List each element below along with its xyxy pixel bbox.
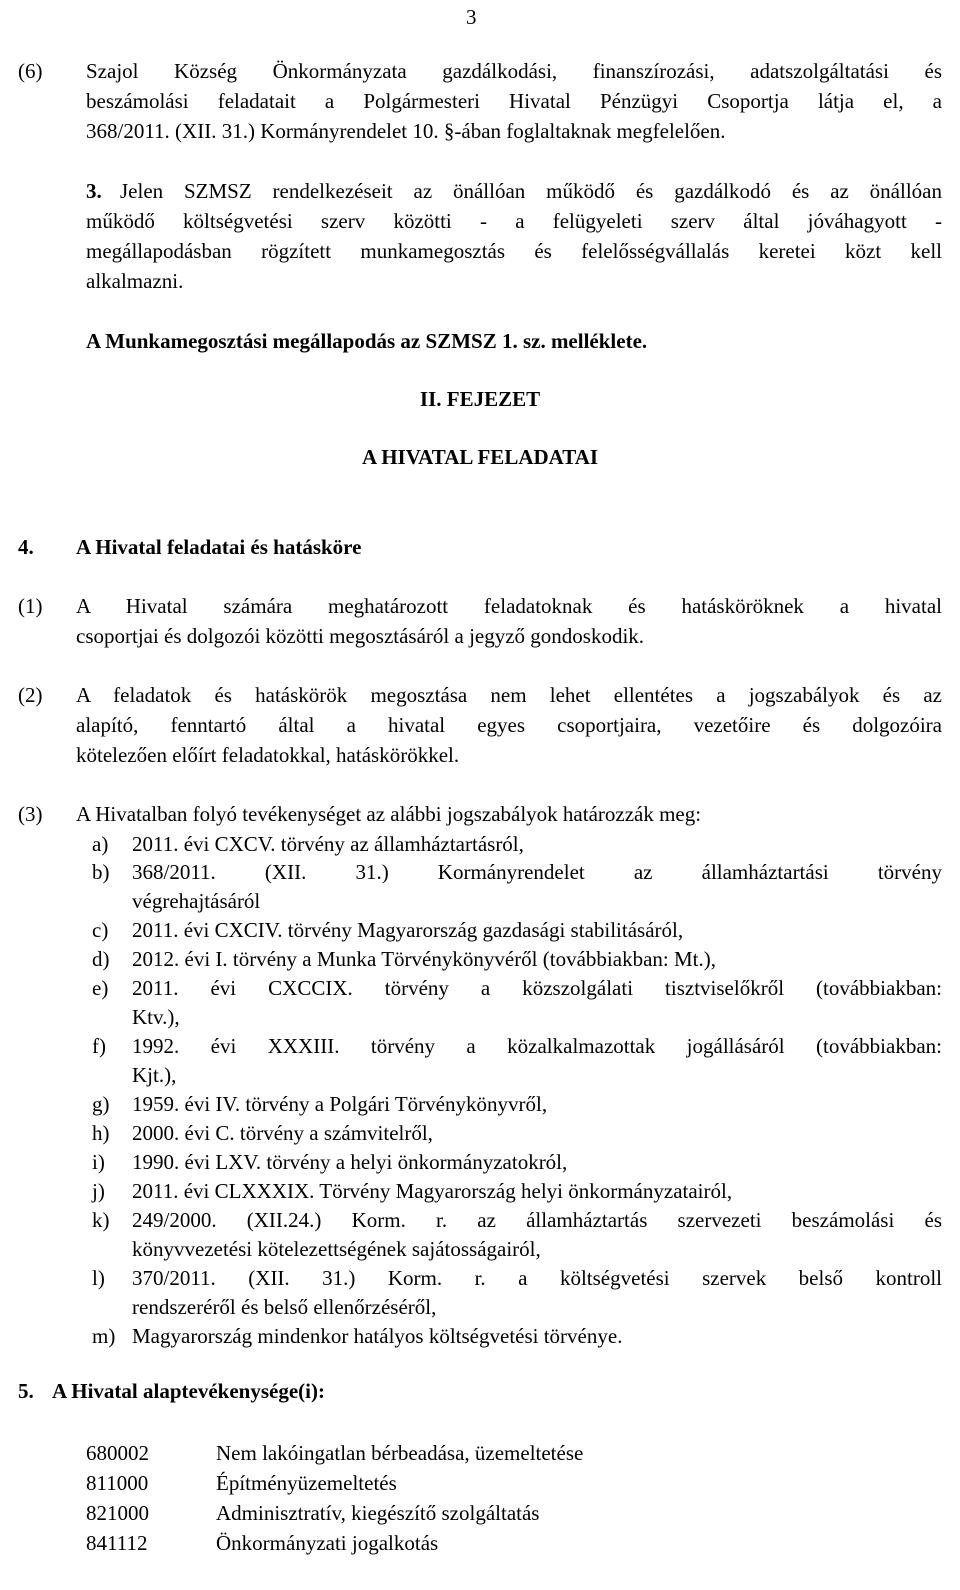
paragraph-line: működő költségvetési szerv közötti - a felügyeleti szerv által jóváhagyott - [86,209,942,233]
paragraph-line: alkalmazni. [86,269,184,293]
paragraph-line: alapító, fenntartó által a hivatal egyes csoportjaira, vezetőire és dolgozóira [76,713,942,737]
paragraph-line: 368/2011. (XII. 31.) Kormányrendelet 10. §-ában foglaltaknak megfelelően. [86,119,726,143]
paragraph-line: megállapodásban rögzített munkamegosztás és felelősségvállalás keretei közt kell [86,239,942,263]
activity-code: 821000 [86,1501,149,1525]
paragraph-line: beszámolási feladatait a Polgármesteri Hivatal Pénzügyi Csoportja látja el, a [86,89,942,113]
paragraph-line: A feladatok és hatáskörök megosztása nem lehet ellentétes a jogszabályok és az [76,683,942,707]
list-item: 1959. évi IV. törvény a Polgári Törvénykönyvről, [132,1092,548,1116]
activity-name: Építményüzemeltetés [216,1471,397,1495]
list-item-label: b) [92,860,110,884]
list-item-label: k) [92,1208,110,1232]
paragraph-line: A Hivatalban folyó tevékenységet az alábbi jogszabályok határozzák meg: [76,802,702,826]
list-item: 2000. évi C. törvény a számvitelről, [132,1121,433,1145]
chapter-title: A HIVATAL FELADATAI [361,445,599,469]
section-number: 3. [86,179,102,203]
list-item-label: f) [92,1034,106,1058]
list-item: 249/2000. (XII.24.) Korm. r. az államháztartás szervezeti beszámolási és [132,1208,942,1232]
list-item-label: d) [92,947,110,971]
list-item: rendszeréről és belső ellenőrzéséről, [132,1295,437,1319]
list-item: 1992. évi XXXIII. törvény a közalkalmazottak jogállásáról (továbbiakban: [132,1034,942,1058]
list-item: 2011. évi CLXXXIX. Törvény Magyarország helyi önkormányzatairól, [132,1179,733,1203]
list-item-label: i) [92,1150,105,1174]
list-item: 2011. évi CXCIV. törvény Magyarország gazdasági stabilitásáról, [132,918,684,942]
list-item-label: c) [92,918,109,942]
list-item-label: j) [92,1179,105,1203]
paragraph-line: Jelen SZMSZ rendelkezéseit az önállóan működő és gazdálkodó és az önállóan [120,179,942,203]
activity-code: 841112 [86,1531,148,1555]
list-item-label: l) [92,1266,105,1290]
list-item: 1990. évi LXV. törvény a helyi önkormányzatokról, [132,1150,568,1174]
chapter-number: II. FEJEZET [419,387,541,411]
list-item: 368/2011. (XII. 31.) Kormányrendelet az államháztartási törvény [132,860,942,884]
paragraph-number: (3) [18,802,43,826]
list-item: könyvvezetési kötelezettségének sajátosságairól, [132,1237,541,1261]
list-item-label: m) [92,1324,116,1348]
activity-name: Nem lakóingatlan bérbeadása, üzemeltetése [216,1441,584,1465]
bold-note: A Munkamegosztási megállapodás az SZMSZ 1. sz. melléklete. [86,329,648,353]
activity-name: Adminisztratív, kiegészítő szolgáltatás [216,1501,540,1525]
list-item-label: g) [92,1092,110,1116]
list-item: 370/2011. (XII. 31.) Korm. r. a költségvetési szervek belső kontroll [132,1266,942,1290]
list-item-label: a) [92,832,109,856]
list-item-label: h) [92,1121,110,1145]
activity-name: Önkormányzati jogalkotás [216,1531,439,1555]
section-title: A Hivatal feladatai és hatásköre [76,535,362,559]
page-number: 3 [466,5,477,29]
list-item: Ktv.), [132,1005,180,1029]
paragraph-line: Szajol Község Önkormányzata gazdálkodási, finanszírozási, adatszolgáltatási és [86,59,942,83]
list-item: 2012. évi I. törvény a Munka Törvénykönyvéről (továbbiakban: Mt.), [132,947,716,971]
section-number: 5. [18,1379,34,1403]
list-item: 2011. évi CXCV. törvény az államháztartásról, [132,832,524,856]
section-number: 4. [18,535,34,559]
section-title: A Hivatal alaptevékenysége(i): [52,1379,325,1403]
paragraph-line: A Hivatal számára meghatározott feladatoknak és hatásköröknek a hivatal [76,594,942,618]
paragraph-line: csoportjai és dolgozói közötti megosztásáról a jegyző gondoskodik. [76,624,645,648]
paragraph-number: (6) [18,59,43,83]
list-item: Kjt.), [132,1063,177,1087]
paragraph-line: kötelezően előírt feladatokkal, hatáskörökkel. [76,743,460,767]
list-item: Magyarország mindenkor hatályos költségvetési törvénye. [132,1324,623,1348]
list-item: végrehajtásáról [132,889,261,913]
list-item-label: e) [92,976,109,1000]
activity-code: 680002 [86,1441,149,1465]
paragraph-number: (2) [18,683,43,707]
paragraph-number: (1) [18,594,43,618]
list-item: 2011. évi CXCCIX. törvény a közszolgálati tisztviselőkről (továbbiakban: [132,976,942,1000]
activity-code: 811000 [86,1471,149,1495]
